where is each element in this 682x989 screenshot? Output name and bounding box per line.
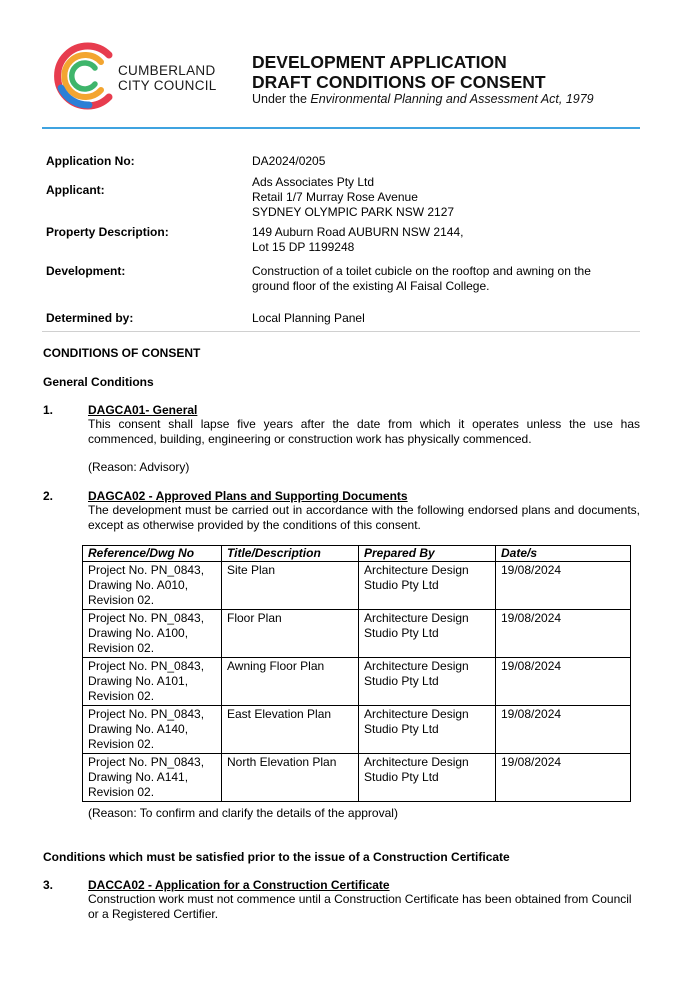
applicant-label: Applicant: — [46, 183, 105, 197]
reference-cell — [83, 754, 222, 802]
prepared-by-line: Architecture Design — [364, 707, 469, 721]
prior-to-construction-certificate-heading: Conditions which must be satisfied prior to the issue of a Construction Certificate — [43, 850, 510, 864]
applicant-line: SYDNEY OLYMPIC PARK NSW 2127 — [252, 205, 455, 219]
development-line: ground floor of the existing Al Faisal College. — [252, 279, 490, 293]
prepared-by-line: Studio Pty Ltd — [364, 722, 439, 736]
prepared-by-line: Architecture Design — [364, 563, 469, 577]
org-name-line1: CUMBERLAND — [118, 63, 216, 78]
org-name-line2: CITY COUNCIL — [118, 78, 217, 93]
reference-line: Project No. PN_0843, — [88, 755, 205, 769]
reference-cell — [83, 562, 222, 610]
condition-number: 1. — [43, 403, 54, 417]
reference-line: Revision 02. — [88, 593, 155, 607]
prepared-by-line: Studio Pty Ltd — [364, 578, 439, 592]
condition-number: 3. — [43, 878, 54, 892]
condition-title: DAGCA02 - Approved Plans and Supporting Documents — [88, 489, 408, 503]
applicant-value — [252, 175, 454, 220]
org-name — [118, 63, 217, 93]
application-no-label: Application No: — [46, 154, 135, 168]
title-cell: East Elevation Plan — [222, 706, 359, 754]
reference-line: Revision 02. — [88, 737, 155, 751]
reference-cell — [83, 610, 222, 658]
document-title-line1: DEVELOPMENT APPLICATION — [252, 52, 507, 72]
condition-number: 2. — [43, 489, 54, 503]
reference-line: Project No. PN_0843, — [88, 563, 205, 577]
details-rule — [42, 331, 640, 332]
table-row — [83, 562, 631, 610]
table-row — [83, 706, 631, 754]
date-cell: 19/08/2024 — [496, 562, 631, 610]
date-cell: 19/08/2024 — [496, 610, 631, 658]
reference-line: Drawing No. A141, — [88, 770, 189, 784]
condition-title: DACCA02 - Application for a Construction Certificate — [88, 878, 390, 892]
applicant-line: Retail 1/7 Murray Rose Avenue — [252, 190, 418, 204]
condition-title: DAGCA01- General — [88, 403, 198, 417]
prepared-by-cell — [359, 706, 496, 754]
column-header: Date/s — [496, 546, 631, 562]
reference-line: Drawing No. A010, — [88, 578, 189, 592]
reference-line: Drawing No. A140, — [88, 722, 189, 736]
cumberland-city-council-logo-icon — [49, 41, 119, 111]
document-title — [252, 52, 546, 92]
development-line: Construction of a toilet cubicle on the rooftop and awning on the — [252, 264, 591, 278]
condition-reason: (Reason: To confirm and clarify the details of the approval) — [88, 806, 398, 820]
determined-by-label: Determined by: — [46, 311, 134, 325]
date-cell: 19/08/2024 — [496, 754, 631, 802]
prepared-by-line: Architecture Design — [364, 659, 469, 673]
reference-line: Project No. PN_0843, — [88, 611, 205, 625]
title-cell: Floor Plan — [222, 610, 359, 658]
condition-text: Construction work must not commence until a Construction Certificate has been obtained from Council or a Registered Certifier. — [88, 892, 632, 921]
reference-line: Drawing No. A100, — [88, 626, 189, 640]
condition-text: The development must be carried out in accordance with the following endorsed plans and documents, except as otherwise provided by the conditions of this consent. — [88, 503, 640, 532]
date-cell: 19/08/2024 — [496, 658, 631, 706]
subtitle-act: Environmental Planning and Assessment Act, 1979 — [310, 92, 594, 106]
reference-line: Revision 02. — [88, 689, 155, 703]
subtitle-prefix: Under the — [252, 92, 311, 106]
prepared-by-cell — [359, 658, 496, 706]
column-header: Prepared By — [359, 546, 496, 562]
table-row — [83, 658, 631, 706]
prepared-by-line: Studio Pty Ltd — [364, 674, 439, 688]
property-description-value — [252, 225, 463, 255]
general-conditions-heading: General Conditions — [43, 375, 154, 389]
reference-line: Project No. PN_0843, — [88, 707, 205, 721]
title-cell: Awning Floor Plan — [222, 658, 359, 706]
determined-by-value: Local Planning Panel — [252, 311, 365, 325]
development-value — [252, 264, 591, 294]
prepared-by-line: Studio Pty Ltd — [364, 626, 439, 640]
prepared-by-cell — [359, 610, 496, 658]
property-line: 149 Auburn Road AUBURN NSW 2144, — [252, 225, 464, 239]
condition-text: This consent shall lapse five years after the date from which it operates unless the use has commenced, building, engineering or construction work has physically commenced. — [88, 417, 640, 446]
approved-plans-table — [82, 545, 631, 802]
reference-line: Project No. PN_0843, — [88, 659, 205, 673]
title-cell: North Elevation Plan — [222, 754, 359, 802]
reference-cell — [83, 706, 222, 754]
document-subtitle — [252, 92, 594, 106]
property-line: Lot 15 DP 1199248 — [252, 240, 355, 254]
table-row — [83, 610, 631, 658]
table-header-row — [83, 546, 631, 562]
table-row — [83, 754, 631, 802]
column-header: Title/Description — [222, 546, 359, 562]
document-title-line2: DRAFT CONDITIONS OF CONSENT — [252, 72, 546, 92]
prepared-by-line: Architecture Design — [364, 755, 469, 769]
development-label: Development: — [46, 264, 126, 278]
application-no-value: DA2024/0205 — [252, 154, 326, 168]
title-cell: Site Plan — [222, 562, 359, 610]
prepared-by-cell — [359, 562, 496, 610]
reference-cell — [83, 658, 222, 706]
applicant-line: Ads Associates Pty Ltd — [252, 175, 375, 189]
reference-line: Drawing No. A101, — [88, 674, 189, 688]
property-description-label: Property Description: — [46, 225, 169, 239]
reference-line: Revision 02. — [88, 785, 155, 799]
prepared-by-line: Architecture Design — [364, 611, 469, 625]
prepared-by-line: Studio Pty Ltd — [364, 770, 439, 784]
date-cell: 19/08/2024 — [496, 706, 631, 754]
reference-line: Revision 02. — [88, 641, 155, 655]
prepared-by-cell — [359, 754, 496, 802]
column-header: Reference/Dwg No — [83, 546, 222, 562]
conditions-of-consent-heading: CONDITIONS OF CONSENT — [43, 346, 201, 360]
condition-reason: (Reason: Advisory) — [88, 460, 190, 474]
header-rule — [42, 127, 640, 129]
